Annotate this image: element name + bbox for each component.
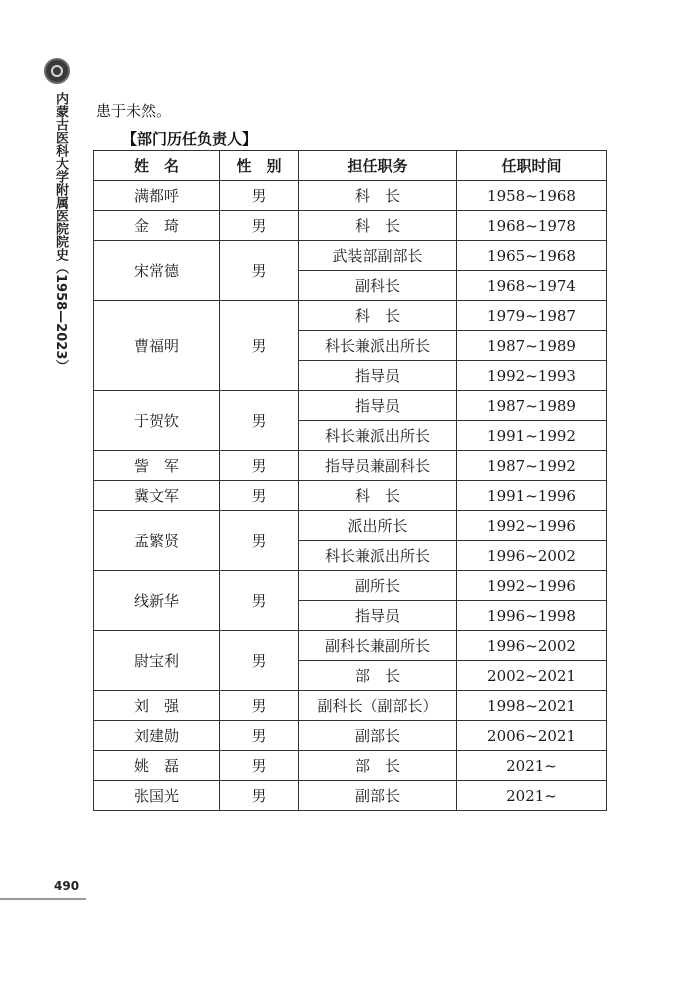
cell-name: 满都呼	[94, 181, 220, 211]
cell-term: 1987~1989	[457, 391, 607, 421]
cell-gender: 男	[220, 181, 299, 211]
cell-post: 副科长	[299, 271, 457, 301]
table-row	[94, 451, 607, 481]
cell-post: 科 长	[299, 301, 457, 331]
table-row	[94, 631, 607, 661]
cell-name: 张国光	[94, 781, 220, 811]
table-row	[94, 481, 607, 511]
cell-post: 副科长兼副所长	[299, 631, 457, 661]
cell-post: 武装部副部长	[299, 241, 457, 271]
cell-term: 1992~1993	[457, 361, 607, 391]
cell-gender: 男	[220, 781, 299, 811]
cell-post: 副部长	[299, 781, 457, 811]
cell-gender: 男	[220, 391, 299, 451]
cell-term: 1992~1996	[457, 571, 607, 601]
cell-gender: 男	[220, 511, 299, 571]
page-number-rule	[0, 898, 86, 900]
table-row	[94, 211, 607, 241]
cell-gender: 男	[220, 241, 299, 301]
table-row	[94, 751, 607, 781]
cell-term: 1991~1992	[457, 421, 607, 451]
cell-post: 副科长（副部长）	[299, 691, 457, 721]
col-header-post: 担任职务	[299, 151, 457, 181]
cell-name: 冀文军	[94, 481, 220, 511]
table-row	[94, 511, 607, 541]
cell-name: 姚 磊	[94, 751, 220, 781]
cell-name: 于贺钦	[94, 391, 220, 451]
table-row	[94, 571, 607, 601]
cell-post: 副部长	[299, 721, 457, 751]
cell-term: 1987~1992	[457, 451, 607, 481]
cell-post: 科 长	[299, 481, 457, 511]
cell-gender: 男	[220, 571, 299, 631]
cell-post: 指导员	[299, 601, 457, 631]
cell-gender: 男	[220, 301, 299, 391]
cell-post: 科长兼派出所长	[299, 541, 457, 571]
col-header-name: 姓 名	[94, 151, 220, 181]
cell-gender: 男	[220, 751, 299, 781]
table-row	[94, 781, 607, 811]
cell-name: 刘 强	[94, 691, 220, 721]
cell-name: 金 琦	[94, 211, 220, 241]
cell-term: 2021~	[457, 751, 607, 781]
header-row	[94, 151, 607, 181]
cell-term: 2021~	[457, 781, 607, 811]
cell-term: 1968~1978	[457, 211, 607, 241]
table-row	[94, 181, 607, 211]
cell-name: 訾 军	[94, 451, 220, 481]
cell-name: 刘建勋	[94, 721, 220, 751]
cell-gender: 男	[220, 451, 299, 481]
cell-post: 科 长	[299, 211, 457, 241]
section-title: 【部门历任负责人】	[122, 130, 258, 148]
side-running-title: 内蒙古医科大学附属医院院史（1958—2023）	[53, 92, 68, 373]
cell-term: 1987~1989	[457, 331, 607, 361]
cell-term: 1996~1998	[457, 601, 607, 631]
cell-term: 1958~1968	[457, 181, 607, 211]
cell-term: 1998~2021	[457, 691, 607, 721]
cell-gender: 男	[220, 481, 299, 511]
cell-post: 部 长	[299, 661, 457, 691]
cell-term: 1996~2002	[457, 631, 607, 661]
col-header-gender: 性 别	[220, 151, 299, 181]
cell-term: 1965~1968	[457, 241, 607, 271]
table-header	[94, 151, 607, 181]
cell-gender: 男	[220, 691, 299, 721]
cell-name: 宋常德	[94, 241, 220, 301]
intro-text: 患于未然。	[96, 102, 172, 120]
table-row	[94, 691, 607, 721]
cell-term: 2006~2021	[457, 721, 607, 751]
cell-post: 科长兼派出所长	[299, 421, 457, 451]
cell-gender: 男	[220, 211, 299, 241]
cell-post: 指导员	[299, 391, 457, 421]
cell-gender: 男	[220, 721, 299, 751]
table-row	[94, 391, 607, 421]
cell-term: 1992~1996	[457, 511, 607, 541]
cell-gender: 男	[220, 631, 299, 691]
cell-name: 曹福明	[94, 301, 220, 391]
table-row	[94, 721, 607, 751]
col-header-term: 任职时间	[457, 151, 607, 181]
table-body	[94, 181, 607, 811]
cell-term: 1991~1996	[457, 481, 607, 511]
cell-term: 1996~2002	[457, 541, 607, 571]
table-row	[94, 301, 607, 331]
table-row	[94, 241, 607, 271]
cell-post: 指导员	[299, 361, 457, 391]
cell-post: 派出所长	[299, 511, 457, 541]
cell-post: 科 长	[299, 181, 457, 211]
cell-term: 1968~1974	[457, 271, 607, 301]
cell-name: 尉宝利	[94, 631, 220, 691]
university-emblem-icon	[44, 58, 70, 84]
page-number: 490	[54, 879, 80, 893]
cell-post: 副所长	[299, 571, 457, 601]
leaders-table	[93, 150, 607, 811]
cell-post: 部 长	[299, 751, 457, 781]
cell-post: 指导员兼副科长	[299, 451, 457, 481]
cell-post: 科长兼派出所长	[299, 331, 457, 361]
cell-name: 孟繁贤	[94, 511, 220, 571]
cell-name: 线新华	[94, 571, 220, 631]
cell-term: 1979~1987	[457, 301, 607, 331]
cell-term: 2002~2021	[457, 661, 607, 691]
